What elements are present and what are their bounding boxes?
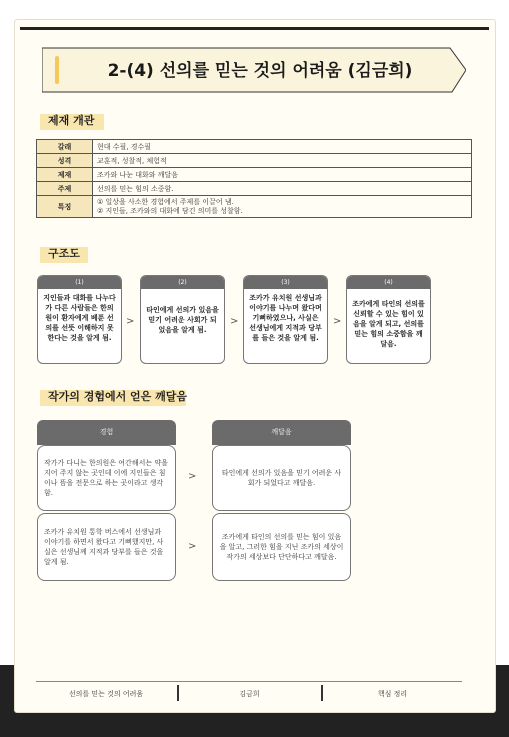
table-value: 선의를 믿는 힘의 소중함. bbox=[93, 182, 472, 196]
table-key: 주제 bbox=[37, 182, 93, 196]
realization-column-header: 깨달음 bbox=[212, 420, 351, 445]
table-row bbox=[37, 154, 472, 168]
table-row bbox=[37, 168, 472, 182]
structure-card-4 bbox=[346, 275, 431, 364]
experience-card-1: 작가가 다니는 한의원은 여간해서는 약을 지어 주지 않는 곳인데 이에 지인들은 침이나 뜸을 전문으로 하는 곳이라고 생각함. bbox=[37, 445, 176, 511]
table-key: 특징 bbox=[37, 196, 93, 218]
title-accent bbox=[55, 56, 59, 84]
top-rule bbox=[20, 27, 489, 30]
table-key: 성격 bbox=[37, 154, 93, 168]
structure-card-number: (4) bbox=[347, 276, 430, 289]
experience-card-2: 조카가 유치원 통학 버스에서 선생님과 이야기를 하면서 왔다고 기뻐했지만, 사실은 선생님께 지적과 당부를 들은 것을 알게 됨. bbox=[37, 513, 176, 581]
table-key: 갈래 bbox=[37, 140, 93, 154]
table-row bbox=[37, 196, 472, 218]
section-structure-heading: 구조도 bbox=[40, 244, 92, 264]
section-overview-heading: 제재 개관 bbox=[40, 111, 110, 131]
arrow-icon: > bbox=[230, 316, 239, 327]
arrow-icon: > bbox=[333, 316, 342, 327]
footer-author: 김금희 bbox=[239, 690, 260, 698]
table-value: 교훈적, 성찰적, 체험적 bbox=[93, 154, 472, 168]
footer-section: 핵심 정리 bbox=[377, 690, 408, 698]
table-value bbox=[93, 196, 472, 218]
arrow-icon: > bbox=[188, 541, 197, 552]
arrow-icon: > bbox=[126, 316, 135, 327]
table-row bbox=[37, 182, 472, 196]
structure-card-1 bbox=[37, 275, 122, 364]
realization-card-2: 조카에게 타인의 선의를 믿는 힘이 있음을 알고, 그러한 힘을 지닌 조카의 세상이 작가의 세상보다 단단하다고 깨달음. bbox=[212, 513, 351, 581]
structure-card-text: 조카가 유치원 선생님과 이야기를 나누며 왔다며 기뻐하였으나, 사실은 선생님에게 지적과 당부를 들은 것을 알게 됨. bbox=[249, 294, 322, 342]
arrow-icon: > bbox=[188, 471, 197, 482]
overview-table bbox=[36, 139, 472, 218]
table-row bbox=[37, 140, 472, 154]
table-value: 조카와 나눈 대화와 깨달음 bbox=[93, 168, 472, 182]
page-footer bbox=[36, 681, 462, 703]
structure-card-2 bbox=[140, 275, 225, 364]
table-key: 제재 bbox=[37, 168, 93, 182]
feature-line-2: ② 지인들, 조카와의 대화에 담긴 의미를 성찰함. bbox=[97, 206, 243, 215]
table-value: 현대 수필, 경수필 bbox=[93, 140, 472, 154]
structure-card-text: 타인에게 선의가 있음을 믿기 어려운 사회가 되었음을 알게 됨. bbox=[146, 306, 219, 334]
structure-card-text: 지인들과 대화를 나누다가 다른 사람들은 한의원이 환자에게 베푼 선의를 선뜻 이해하지 못한다는 것을 알게 됨. bbox=[43, 294, 116, 342]
feature-line-1: ① 일상을 사소한 경험에서 주제를 이끌어 냄. bbox=[97, 197, 234, 206]
footer-title: 선의를 믿는 것의 어려움 bbox=[68, 690, 144, 698]
experience-column-header: 경험 bbox=[37, 420, 176, 445]
structure-card-number: (1) bbox=[38, 276, 121, 289]
page-title: 2-(4) 선의를 믿는 것의 어려움 (김금희) bbox=[107, 61, 413, 81]
structure-card-number: (2) bbox=[141, 276, 224, 289]
section-realization-heading: 작가의 경험에서 얻은 깨달음 bbox=[40, 387, 190, 407]
structure-card-number: (3) bbox=[244, 276, 327, 289]
structure-card-3 bbox=[243, 275, 328, 364]
realization-card-1: 타인에게 선의가 있음을 믿기 어려운 사회가 되었다고 깨달음. bbox=[212, 445, 351, 511]
structure-card-text: 조카에게 타인의 선의를 신뢰할 수 있는 힘이 있음을 알게 되고, 선의를 믿는 힘의 소중함을 깨달음. bbox=[352, 300, 425, 348]
